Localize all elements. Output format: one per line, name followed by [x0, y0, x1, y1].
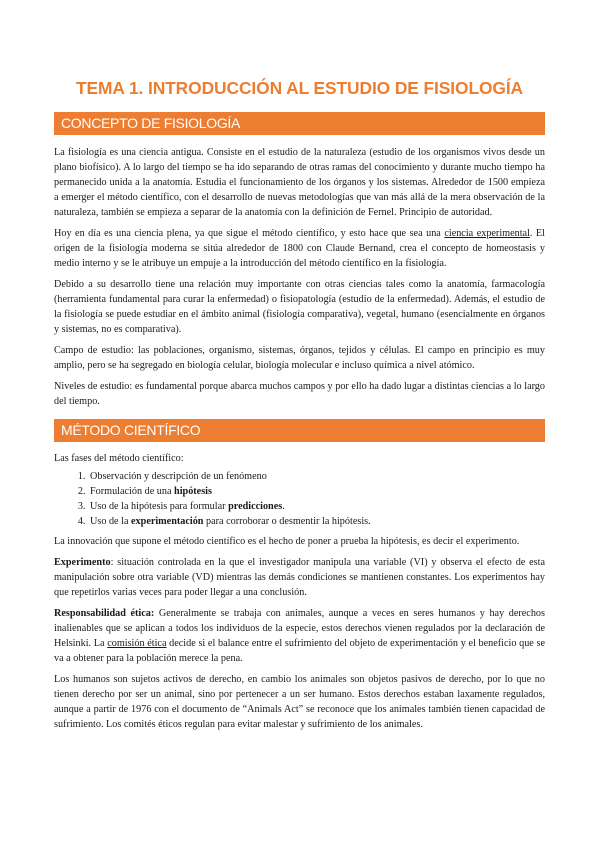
section-concepto-body	[54, 145, 545, 409]
section-heading-concepto: CONCEPTO DE FISIOLOGÍA	[54, 112, 545, 135]
paragraph: Niveles de estudio: es fundamental porque abarca muchos campos y por ello ha dado lugar a distintas ciencias a lo largo del tiempo.	[54, 381, 545, 407]
paragraph: La innovación que supone el método científico es el hecho de poner a prueba la hipótesis, es decir el experimento.	[54, 536, 520, 547]
underlined-term: comisión ética	[107, 638, 167, 649]
section-heading-metodo: MÉTODO CIENTÍFICO	[54, 419, 545, 442]
list-item: 1. Observación y descripción de un fenómeno	[88, 469, 545, 484]
paragraph: Responsabilidad ética: Generalmente se trabaja con animales, aunque a veces en seres humanos y hay derechos inalienables que se aplican a todos los individuos de la especie, estos derechos vienen regulados por la declaración de Helsinki. La comisión ética decide si el balance entre el sufrimiento del objeto de experimentación y el beneficio que se va a obtener para la población merece la pena.	[54, 608, 545, 664]
list-item: 3. Uso de la hipótesis para formular predicciones.	[88, 499, 545, 514]
bold-term: Responsabilidad ética:	[54, 608, 155, 619]
text-run: Hoy en día es una ciencia plena, ya que sigue el método científico, y esto hace que sea una	[54, 228, 445, 239]
section-metodo-body	[54, 451, 545, 732]
paragraph: Campo de estudio: las poblaciones, organismo, sistemas, órganos, tejidos y células. El campo en principio es muy amplio, pero se ha segregado en biología celular, biología molecular e incluso química a nivel atómico.	[54, 345, 545, 371]
list-item: 4. Uso de la experimentación para corroborar o desmentir la hipótesis.	[88, 514, 545, 529]
bold-term: Experimento	[54, 557, 111, 568]
paragraph	[54, 226, 545, 271]
page-title: TEMA 1. INTRODUCCIÓN AL ESTUDIO DE FISIOLOGÍA	[75, 78, 524, 98]
paragraph: Los humanos son sujetos activos de derecho, en cambio los animales son objetos pasivos de derecho, por lo que no tienen derecho por ser un animal, sino por pertenecer a un ser humano. Estos derechos estaban laxamente regulados, aunque a partir de 1976 con el documento de “Animals Act” se reconoce que los animales también tienen capacidad de sufrimiento. Los comités éticos regulan para evitar malestar y sufrimiento de los animales.	[54, 674, 545, 730]
underlined-term: ciencia experimental	[444, 228, 530, 239]
paragraph: Debido a su desarrollo tiene una relación muy importante con otras ciencias tales como la anatomía, farmacología (herramienta fundamental para curar la enfermedad) o fisiopatología (estudio de la enfermedad). Además, el estudio de la fisiología se puede estudiar en el ámbito animal (fisiología comparativa), vegetal, humano (esencialmente en órganos y sistemas, no es comparativa).	[54, 279, 545, 335]
phases-list	[54, 469, 545, 529]
text-run: . El origen de la fisiología moderna se sitúa alrededor de 1800 con Claude Bernand, crea el concepto de homeostasis y medio interno y se le atribuye un empuje a la introducción del método científico en la fisiología.	[54, 228, 545, 269]
paragraph: Las fases del método científico:	[54, 453, 184, 464]
paragraph: La fisiología es una ciencia antigua. Consiste en el estudio de la naturaleza (estudio de los organismos vivos desde un plano biofísico). A lo largo del tiempo se ha ido separando de otras ramas del conocimiento y durante mucho tiempo ha permanecido unida a la anatomía. Estudia el funcionamiento de los órganos y los sistemas. Alrededor de 1500 empieza a emerger el método científico, con el desarrollo de nuevas metodologías que van más allá de la mera observación de la naturaleza, también se empieza a separar de la anatomía con la definición de Fernel. Principio de autoridad.	[54, 147, 545, 218]
paragraph: Experimento: situación controlada en la que el investigador manipula una variable (VI) y observa el efecto de esta manipulación sobre otra variable (VD) mientras las demás condiciones se mantienen constantes. Los experimentos hay que repetirlos varias veces para poder llegar a una conclusión.	[54, 557, 545, 598]
list-item: 2. Formulación de una hipótesis	[88, 484, 545, 499]
